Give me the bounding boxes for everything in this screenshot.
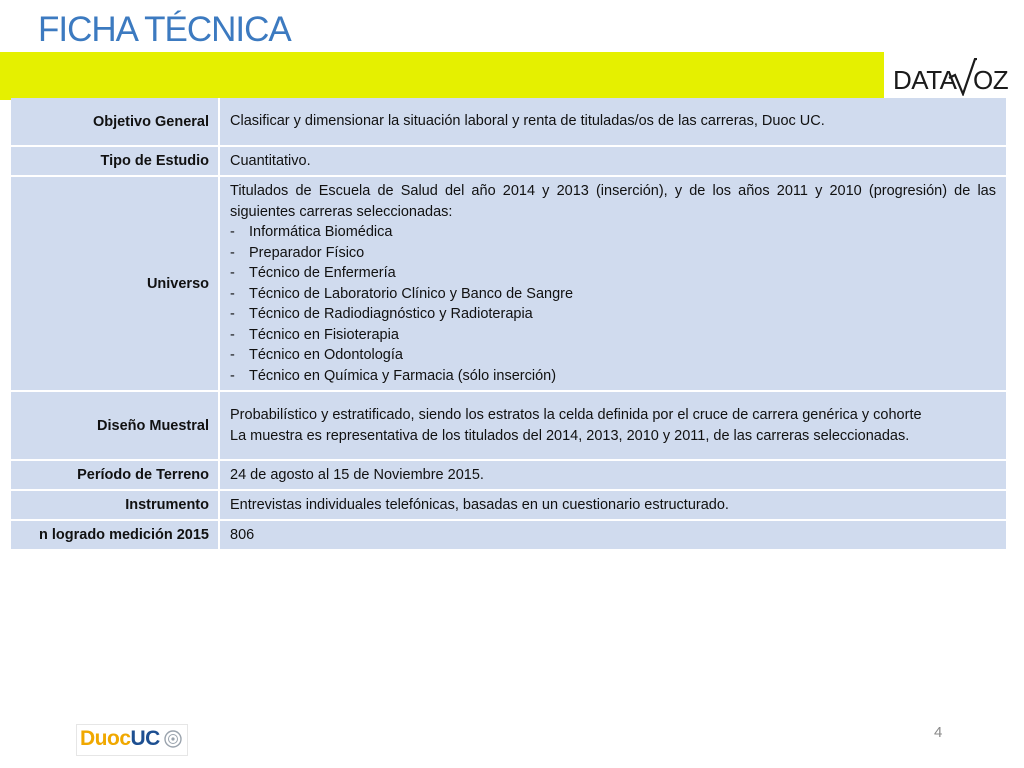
diseno-line-2: La muestra es representativa de los titulados del 2014, 2013, 2010 y 2011, de las carreras seleccionadas. [230,427,910,444]
list-item: - Técnico en Odontología [230,347,403,363]
row-label: Tipo de Estudio [11,147,220,177]
diseno-cell [220,392,1006,461]
list-item: - Técnico en Química y Farmacia (sólo inserción) [230,367,557,384]
page-number: 4 [934,724,943,741]
row-value: Cuantitativo. [220,147,1006,177]
row-value: 24 de agosto al 15 de Noviembre 2015. [220,461,1006,491]
universo-cell [220,177,1006,392]
row-value: Clasificar y dimensionar la situación laboral y renta de tituladas/os de las carreras, Duoc UC. [220,98,1006,147]
table-row [11,461,1006,491]
seal-icon [164,729,182,749]
carreras-list [230,222,996,386]
table-row [11,177,1006,392]
table-row [11,521,1006,551]
row-value: Entrevistas individuales telefónicas, basadas en un cuestionario estructurado. [220,491,1006,521]
list-item: - Técnico en Fisioterapia [230,326,399,343]
datavoz-logo [893,58,1017,96]
list-item: - Informática Biomédica [230,224,393,240]
list-item: - Técnico de Radiodiagnóstico y Radioterapia [230,306,533,322]
header-band [0,52,1024,100]
list-item: - Preparador Físico [230,244,365,261]
duoc-logo-text: DuocUC [80,727,160,750]
row-label: n logrado medición 2015 [11,521,220,551]
row-label: Período de Terreno [11,461,220,491]
page-title: FICHA TÉCNICA [38,10,291,49]
diseno-line-1: Probabilístico y estratificado, siendo los estratos la celda definida por el cruce de carrera genérica y cohorte [230,407,922,423]
list-item: - Técnico de Laboratorio Clínico y Banco de Sangre [230,285,574,302]
table-row [11,491,1006,521]
table-row [11,98,1006,147]
row-value: 806 [220,521,1006,551]
table-row [11,147,1006,177]
logo-text-right: OZ [973,65,1009,95]
row-label: Objetivo General [11,98,220,147]
row-label: Instrumento [11,491,220,521]
row-label: Diseño Muestral [11,392,220,461]
logo-text-left: DATA [893,65,957,95]
ficha-table [11,98,1006,551]
universo-intro: Titulados de Escuela de Salud del año 2014 y 2013 (inserción), y de los años 2011 y 2010 (progresión) de las siguientes carreras seleccionadas: [230,183,996,220]
table-row [11,392,1006,461]
row-label: Universo [11,177,220,392]
list-item: - Técnico de Enfermería [230,265,396,281]
duoc-uc-logo [76,724,188,756]
